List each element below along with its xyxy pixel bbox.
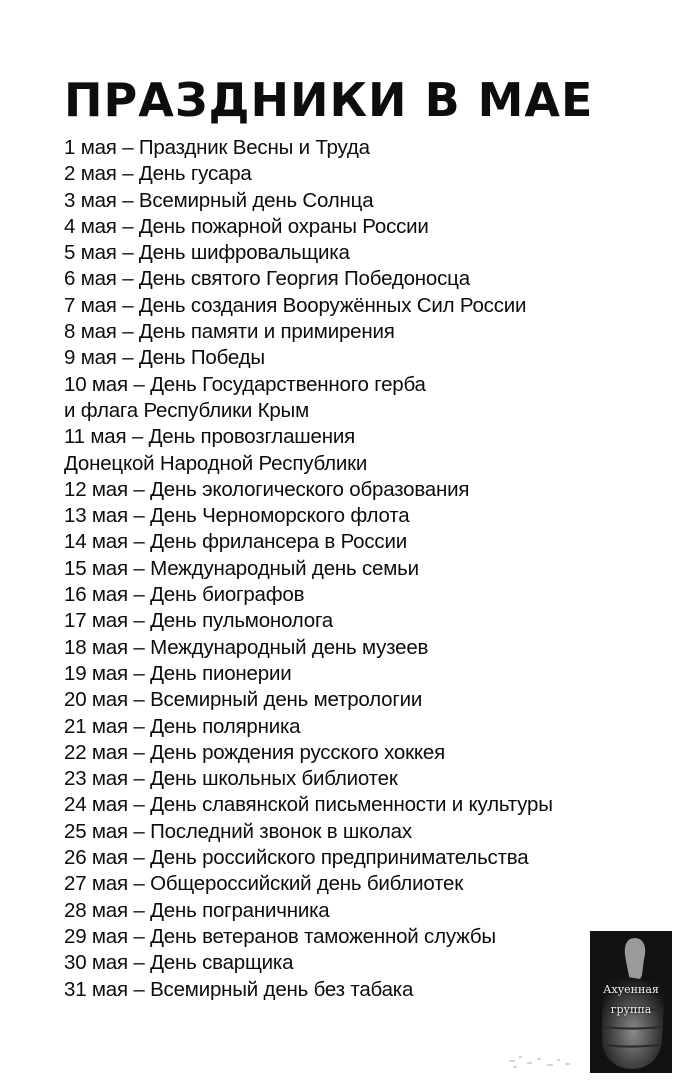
page-title: ПРАЗДНИКИ В МАЕ <box>64 73 594 127</box>
holiday-line-22: 22 мая – День рождения русского хоккея <box>64 740 445 764</box>
holiday-line-20: 20 мая – Всемирный день метрологии <box>64 688 423 712</box>
holiday-line-29: 29 мая – День ветеранов таможенной службы <box>64 924 496 948</box>
holiday-line-27: 27 мая – Общероссийский день библиотек <box>64 872 463 896</box>
thumbs-up-icon <box>590 931 672 1073</box>
holiday-line-8: 8 мая – День памяти и примирения <box>64 320 395 344</box>
holiday-line-11-continued: Донецкой Народной Республики <box>64 451 368 475</box>
holiday-line-10: 10 мая – День Государственного герба <box>64 372 426 396</box>
holiday-line-3: 3 мая – Всемирный день Солнца <box>64 188 374 212</box>
watermark-badge <box>590 931 672 1073</box>
holiday-line-10-continued: и флага Республики Крым <box>64 398 309 422</box>
holiday-line-21: 21 мая – День полярника <box>64 714 301 738</box>
holiday-line-9: 9 мая – День Победы <box>64 346 265 370</box>
holiday-line-25: 25 мая – Последний звонок в школах <box>64 819 412 843</box>
holiday-line-24: 24 мая – День славянской письменности и культуры <box>64 793 553 817</box>
faint-scan-marks <box>505 1046 585 1070</box>
holiday-line-1: 1 мая – Праздник Весны и Труда <box>64 136 370 159</box>
holiday-line-4: 4 мая – День пожарной охраны России <box>64 214 429 238</box>
holiday-line-16: 16 мая – День биографов <box>64 583 305 607</box>
holiday-line-18: 18 мая – Международный день музеев <box>64 635 429 659</box>
holiday-line-11: 11 мая – День провозглашения <box>64 425 355 449</box>
holiday-line-17: 17 мая – День пульмонолога <box>64 609 333 633</box>
holiday-line-6: 6 мая – День святого Георгия Победоносца <box>64 267 470 291</box>
holiday-line-23: 23 мая – День школьных библиотек <box>64 767 398 791</box>
holiday-list <box>64 135 624 1003</box>
holiday-line-15: 15 мая – Международный день семьи <box>64 556 419 580</box>
holiday-line-12: 12 мая – День экологического образования <box>64 477 470 501</box>
holiday-line-31: 31 мая – Всемирный день без табака <box>64 977 414 1001</box>
holiday-line-28: 28 мая – День пограничника <box>64 898 330 922</box>
watermark-line-1: Ахуенная <box>603 983 659 996</box>
holiday-line-2: 2 мая – День гусара <box>64 162 252 186</box>
watermark-line-2: группа <box>610 1003 652 1016</box>
holiday-line-30: 30 мая – День сварщика <box>64 951 294 975</box>
holiday-line-5: 5 мая – День шифровальщика <box>64 241 350 265</box>
holiday-line-19: 19 мая – День пионерии <box>64 661 292 685</box>
holiday-line-13: 13 мая – День Черноморского флота <box>64 504 410 528</box>
holiday-line-7: 7 мая – День создания Вооружённых Сил России <box>64 293 527 317</box>
holiday-line-26: 26 мая – День российского предпринимательства <box>64 846 529 870</box>
holiday-line-14: 14 мая – День фрилансера в России <box>64 530 407 554</box>
